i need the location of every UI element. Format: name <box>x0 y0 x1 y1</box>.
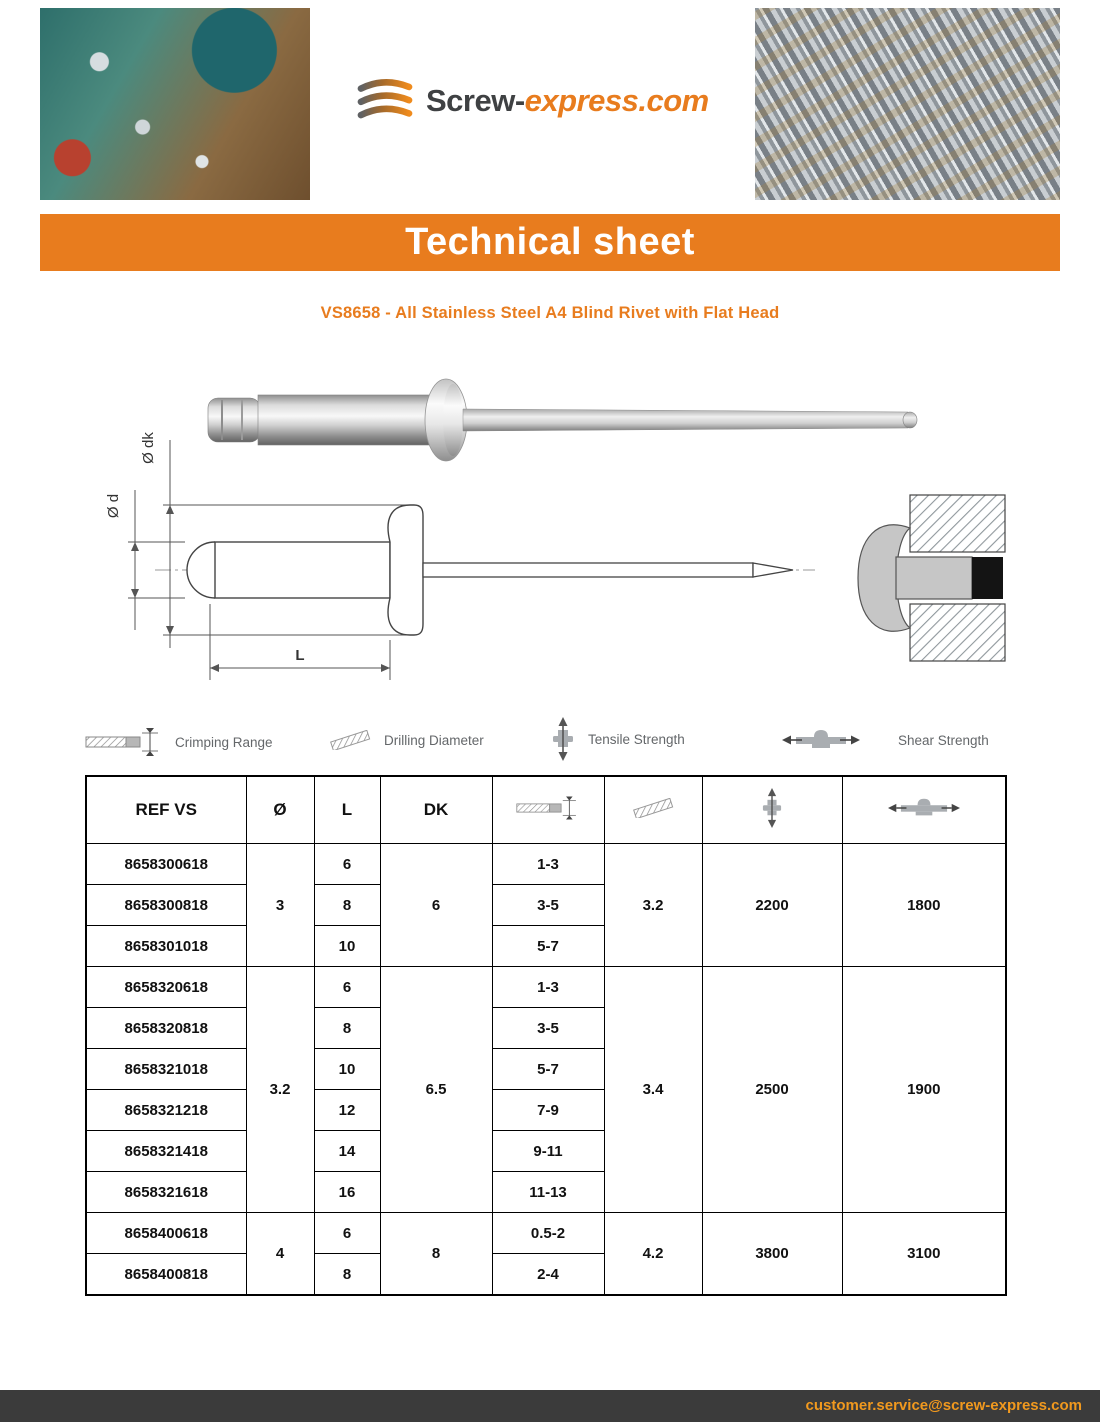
ref-cell: 8658400618 <box>86 1213 246 1254</box>
product-title: VS8658 - All Stainless Steel A4 Blind Rivet with Flat Head <box>320 304 780 322</box>
drilling-diameter-icon <box>630 798 676 818</box>
tensile-strength-icon <box>550 717 576 761</box>
tensile-strength-icon <box>760 788 784 828</box>
dim-label-d: Ø d <box>105 493 122 519</box>
screw-swoosh-icon <box>356 74 414 128</box>
length-cell: 6 <box>314 1213 380 1254</box>
dim-label-l: L <box>295 647 305 664</box>
legend-crimping-range <box>85 727 273 757</box>
legend-tensile-strength <box>550 717 685 761</box>
length-cell: 10 <box>314 1049 380 1090</box>
installed-section-drawing <box>858 495 1005 661</box>
ref-cell: 8658301018 <box>86 926 246 967</box>
crimping-range-icon <box>516 795 580 821</box>
technical-sheet-banner: Technical sheet <box>40 214 1060 271</box>
crimp-cell: 0.5-2 <box>492 1213 604 1254</box>
brand-name-dark: Screw- <box>426 83 525 118</box>
legend-shear-strength <box>782 727 989 753</box>
length-cell: 6 <box>314 844 380 885</box>
length-cell: 8 <box>314 1008 380 1049</box>
ref-cell: 8658300818 <box>86 885 246 926</box>
shear-cell: 1900 <box>842 967 1006 1213</box>
drill-cell: 3.4 <box>604 967 702 1213</box>
ref-cell: 8658320618 <box>86 967 246 1008</box>
table-row <box>86 1213 1006 1254</box>
diameter-cell: 3 <box>246 844 314 967</box>
crimp-cell: 3-5 <box>492 1008 604 1049</box>
ref-cell: 8658321418 <box>86 1131 246 1172</box>
tensile-cell: 2500 <box>702 967 842 1213</box>
col-dk: DK <box>380 776 492 844</box>
crimp-cell: 5-7 <box>492 926 604 967</box>
legend-label: Tensile Strength <box>588 731 685 747</box>
drill-cell: 4.2 <box>604 1213 702 1296</box>
crimp-cell: 9-11 <box>492 1131 604 1172</box>
table-row <box>86 844 1006 885</box>
crimp-cell: 1-3 <box>492 967 604 1008</box>
col-tensile-strength <box>702 776 842 844</box>
drilling-diameter-icon <box>328 730 372 750</box>
col-ref: REF VS <box>86 776 246 844</box>
length-cell: 8 <box>314 885 380 926</box>
crimp-cell: 5-7 <box>492 1049 604 1090</box>
crimping-range-icon <box>85 727 163 757</box>
dk-cell: 6.5 <box>380 967 492 1213</box>
col-shear-strength <box>842 776 1006 844</box>
crimp-cell: 11-13 <box>492 1172 604 1213</box>
legend-label: Crimping Range <box>175 734 273 750</box>
table-row <box>86 967 1006 1008</box>
length-cell: 14 <box>314 1131 380 1172</box>
tensile-cell: 3800 <box>702 1213 842 1296</box>
technical-drawing <box>60 390 1040 710</box>
legend-drilling-diameter <box>328 730 484 750</box>
col-diameter: Ø <box>246 776 314 844</box>
col-crimping-range <box>492 776 604 844</box>
dk-cell: 8 <box>380 1213 492 1296</box>
dim-label-dk: Ø dk <box>140 432 157 464</box>
col-drilling-diameter <box>604 776 702 844</box>
crimp-cell: 3-5 <box>492 885 604 926</box>
length-cell: 6 <box>314 967 380 1008</box>
ref-cell: 8658300618 <box>86 844 246 885</box>
brand-name <box>426 83 709 119</box>
footer-bar <box>0 1390 1100 1422</box>
ref-cell: 8658321218 <box>86 1090 246 1131</box>
screws-photo-banner <box>755 8 1060 200</box>
tensile-cell: 2200 <box>702 844 842 967</box>
crimp-cell: 2-4 <box>492 1254 604 1296</box>
ref-cell: 8658321618 <box>86 1172 246 1213</box>
length-cell: 12 <box>314 1090 380 1131</box>
brand-logo <box>356 68 756 134</box>
shear-strength-icon <box>782 727 860 753</box>
shear-strength-icon <box>888 796 960 820</box>
brand-name-orange: express.com <box>524 83 709 118</box>
legend-label: Shear Strength <box>898 732 989 748</box>
length-cell: 10 <box>314 926 380 967</box>
dk-cell: 6 <box>380 844 492 967</box>
crimp-cell: 7-9 <box>492 1090 604 1131</box>
crimp-cell: 1-3 <box>492 844 604 885</box>
ref-cell: 8658320818 <box>86 1008 246 1049</box>
legend-label: Drilling Diameter <box>384 732 484 748</box>
workbench-photo-banner <box>40 8 310 200</box>
ref-cell: 8658321018 <box>86 1049 246 1090</box>
diameter-cell: 3.2 <box>246 967 314 1213</box>
shear-cell: 1800 <box>842 844 1006 967</box>
spec-table <box>85 775 1007 1296</box>
length-cell: 8 <box>314 1254 380 1296</box>
length-cell: 16 <box>314 1172 380 1213</box>
drill-cell: 3.2 <box>604 844 702 967</box>
col-length: L <box>314 776 380 844</box>
contact-email-link[interactable]: customer.service@screw-express.com <box>805 1397 1082 1414</box>
shear-cell: 3100 <box>842 1213 1006 1296</box>
table-header-row <box>86 776 1006 844</box>
diameter-cell: 4 <box>246 1213 314 1296</box>
ref-cell: 8658400818 <box>86 1254 246 1296</box>
